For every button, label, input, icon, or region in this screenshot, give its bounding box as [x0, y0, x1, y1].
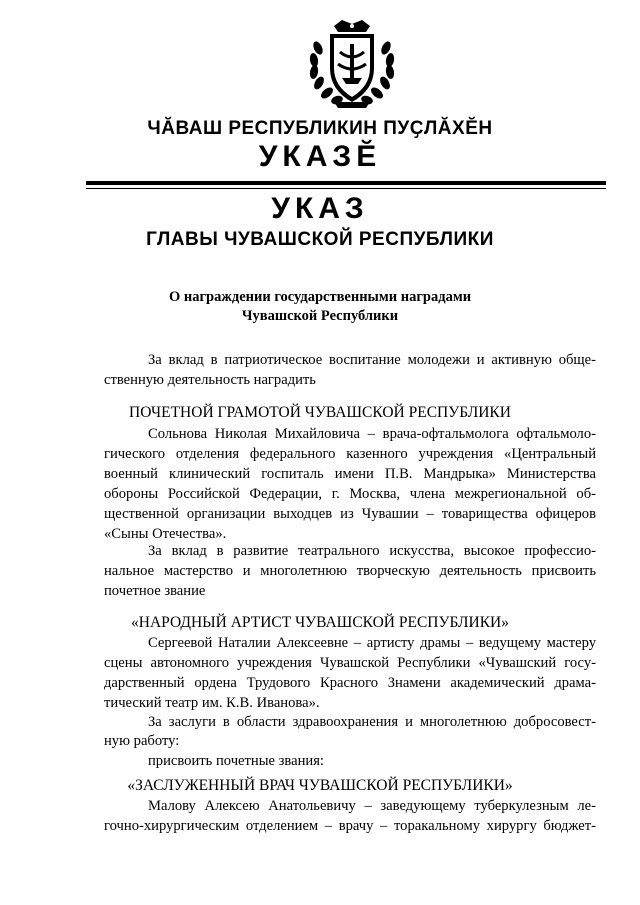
body-line: военный клинический госпиталь имени П.В. Мандрыка» Министерства	[104, 466, 596, 482]
body-line: Сергеевой Наталии Алексеевне – артисту драмы – ведущему мастеру	[148, 635, 596, 651]
body-line: Сольнова Николая Михайловича – врача-офтальмолога офтальмоло-	[148, 426, 596, 442]
decree-title-line-2: Чувашской Республики	[241, 308, 399, 324]
russian-header-title: УКАЗ	[271, 192, 369, 225]
body-line: ную работу:	[104, 733, 180, 749]
body-line: почетное звание	[104, 583, 206, 599]
body-line: За вклад в развитие театрального искусства, высокое профессио-	[148, 543, 596, 559]
body-line: ственную деятельность наградить	[104, 372, 316, 388]
chuvash-header-title: УКАЗӖ	[258, 140, 382, 173]
body-line: гочно-хирургическим отделением – врачу – торакальному хирургу бюджет-	[104, 818, 596, 834]
award-heading: «ЗАСЛУЖЕННЫЙ ВРАЧ ЧУВАШСКОЙ РЕСПУБЛИКИ»	[127, 777, 513, 794]
header-divider-thick	[86, 181, 606, 185]
body-line: присвоить почетные звания:	[148, 753, 324, 769]
decree-title-line-1: О награждении государственными наградами	[168, 289, 472, 305]
body-line: За вклад в патриотическое воспитание молодежи и активную обще-	[148, 352, 596, 368]
body-line: За заслуги в области здравоохранения и многолетнюю добросовест-	[148, 714, 596, 730]
body-line: «Сыны Отечества».	[104, 526, 227, 542]
header-divider-thin	[86, 188, 606, 189]
body-line: тический театр им. К.В. Иванова».	[104, 695, 320, 711]
body-line: сцены автономного учреждения Чувашской Республики «Чувашский госу-	[104, 655, 596, 671]
body-line: дарственный ордена Трудового Красного Знамени академический драма-	[104, 675, 596, 691]
body-line: нальное мастерство и многолетнюю творческую деятельность присвоить	[104, 563, 596, 579]
russian-header-line: ГЛАВЫ ЧУВАШСКОЙ РЕСПУБЛИКИ	[146, 229, 494, 250]
body-line: Малову Алексею Анатольевичу – заведующему туберкулезным ле-	[148, 798, 596, 814]
chuvash-header-line: ЧӐВАШ РЕСПУБЛИКИН ПУҪЛӐХӖН	[147, 118, 493, 139]
body-line: щественной организации выходцев из Чувашии – товарищества офицеров	[104, 506, 596, 522]
coat-of-arms-emblem	[304, 18, 400, 110]
award-heading: ПОЧЕТНОЙ ГРАМОТОЙ ЧУВАШСКОЙ РЕСПУБЛИКИ	[129, 404, 511, 421]
award-heading: «НАРОДНЫЙ АРТИСТ ЧУВАШСКОЙ РЕСПУБЛИКИ»	[131, 614, 509, 631]
body-line: обороны Российской Федерации, г. Москва, члена межрегиональной об-	[104, 486, 596, 502]
body-line: гического отделения федерального казенного учреждения «Центральный	[104, 446, 596, 462]
